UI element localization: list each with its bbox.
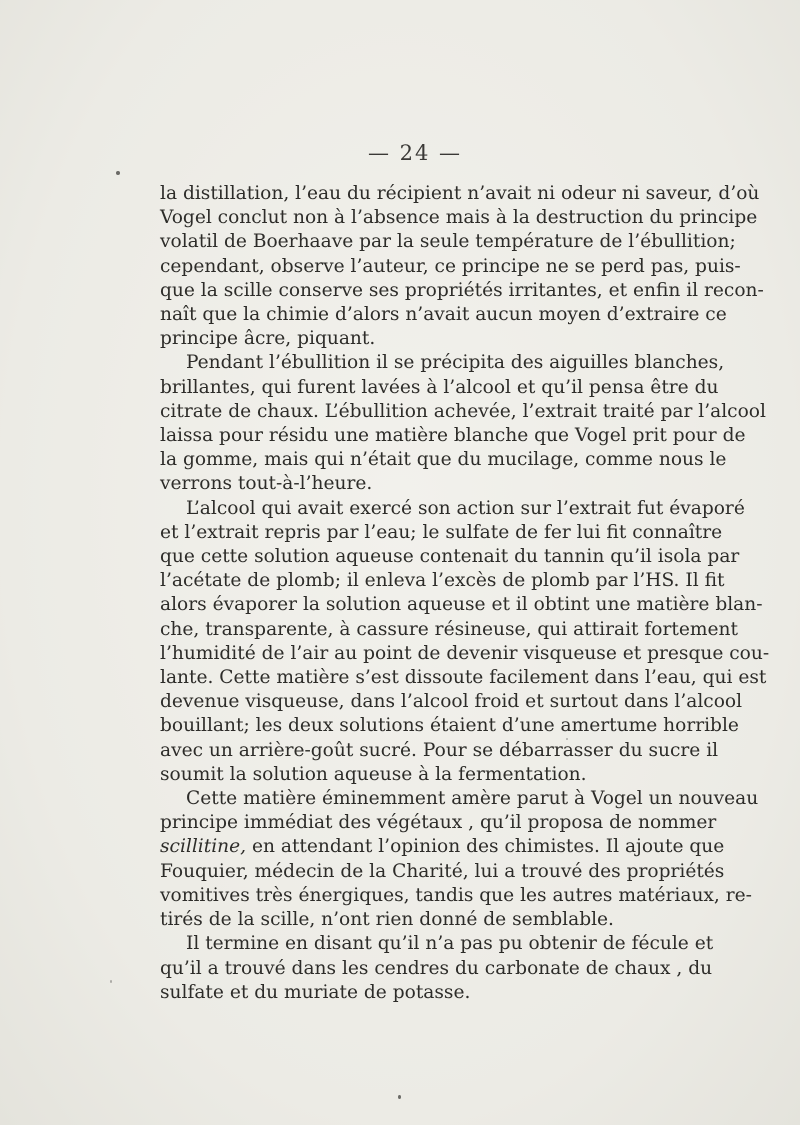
italic-term: scillitine, [160, 836, 247, 858]
text-line: que la scille conserve ses propriétés irritantes, et enfin il recon- [160, 279, 764, 301]
text-line: vomitives très énergiques, tandis que les autres matériaux, re- [160, 884, 752, 906]
paper-speck [116, 171, 120, 175]
text-line: tirés de la scille, n’ont rien donné de semblable. [160, 909, 614, 931]
text-line: Il termine en disant qu’il n’a pas pu obtenir de fécule et [186, 933, 714, 955]
text-line: la distillation, l’eau du récipient n’avait ni odeur ni saveur, d’où [160, 183, 760, 204]
text-line: l’acétate de plomb; il enleva l’excès de plomb par l’HS. Il fit [160, 570, 725, 592]
paper-speck [566, 738, 568, 740]
page-number: — 24 — [367, 141, 463, 165]
text-line: qu’il a trouvé dans les cendres du carbonate de chaux , du [160, 957, 713, 979]
paper-speck [110, 980, 112, 983]
text-line: cependant, observe l’auteur, ce principe ne se perd pas, puis- [160, 255, 741, 277]
text-line: soumit la solution aqueuse à la fermentation. [160, 763, 587, 785]
text-line: laissa pour résidu une matière blanche que Vogel prit pour de [160, 425, 746, 447]
text-line: lante. Cette matière s’est dissoute facilement dans l’eau, qui est [160, 667, 767, 689]
paper-speck [398, 1095, 401, 1099]
text-line: naît que la chimie d’alors n’avait aucun moyen d’extraire ce [160, 304, 727, 326]
text-line [160, 835, 725, 859]
text-line: principe âcre, piquant. [160, 328, 376, 350]
text-fragment: en attendant l’opinion des chimistes. Il ajoute que [246, 836, 725, 858]
text-line: Vogel conclut non à l’absence mais à la destruction du principe [160, 207, 758, 229]
text-line: bouillant; les deux solutions étaient d’une amertume horrible [160, 715, 739, 737]
text-line: verrons tout-à-l’heure. [160, 473, 373, 495]
text-line: brillantes, qui furent lavées à l’alcool et qu’il pensa être du [160, 376, 719, 398]
text-line: citrate de chaux. L’ébullition achevée, l’extrait traité par l’alcool [160, 400, 766, 422]
text-line: avec un arrière-goût sucré. Pour se débarrasser du sucre il [160, 739, 719, 761]
body-text [160, 182, 770, 1005]
text-line: la gomme, mais qui n’était que du mucilage, comme nous le [160, 449, 727, 471]
text-line: volatil de Boerhaave par la seule température de l’ébullition; [160, 231, 736, 253]
text-line: Pendant l’ébullition il se précipita des aiguilles blanches, [186, 352, 725, 374]
text-line: devenue visqueuse, dans l’alcool froid et surtout dans l’alcool [160, 691, 743, 713]
paragraph-3 [160, 497, 770, 787]
paragraph-5 [160, 932, 714, 1005]
paragraph-2 [160, 351, 766, 496]
text-line: l’humidité de l’air au point de devenir visqueuse et presque cou- [160, 642, 770, 664]
paragraph-4 [160, 787, 759, 932]
text-line: Cette matière éminemment amère parut à Vogel un nouveau [186, 788, 759, 810]
text-line: et l’extrait repris par l’eau; le sulfate de fer lui fit connaître [160, 521, 723, 543]
text-line: alors évaporer la solution aqueuse et il obtint une matière blan- [160, 594, 763, 616]
text-line: principe immédiat des végétaux , qu’il proposa de nommer [160, 812, 717, 834]
text-line: L’alcool qui avait exercé son action sur l’extrait fut évaporé [186, 497, 745, 519]
text-line: que cette solution aqueuse contenait du tannin qu’il isola par [160, 546, 740, 568]
text-line: che, transparente, à cassure résineuse, qui attirait fortement [160, 618, 738, 640]
text-line: Fouquier, médecin de la Charité, lui a trouvé des propriétés [160, 860, 725, 882]
paragraph-1 [160, 182, 764, 351]
text-line: sulfate et du muriate de potasse. [160, 981, 471, 1003]
